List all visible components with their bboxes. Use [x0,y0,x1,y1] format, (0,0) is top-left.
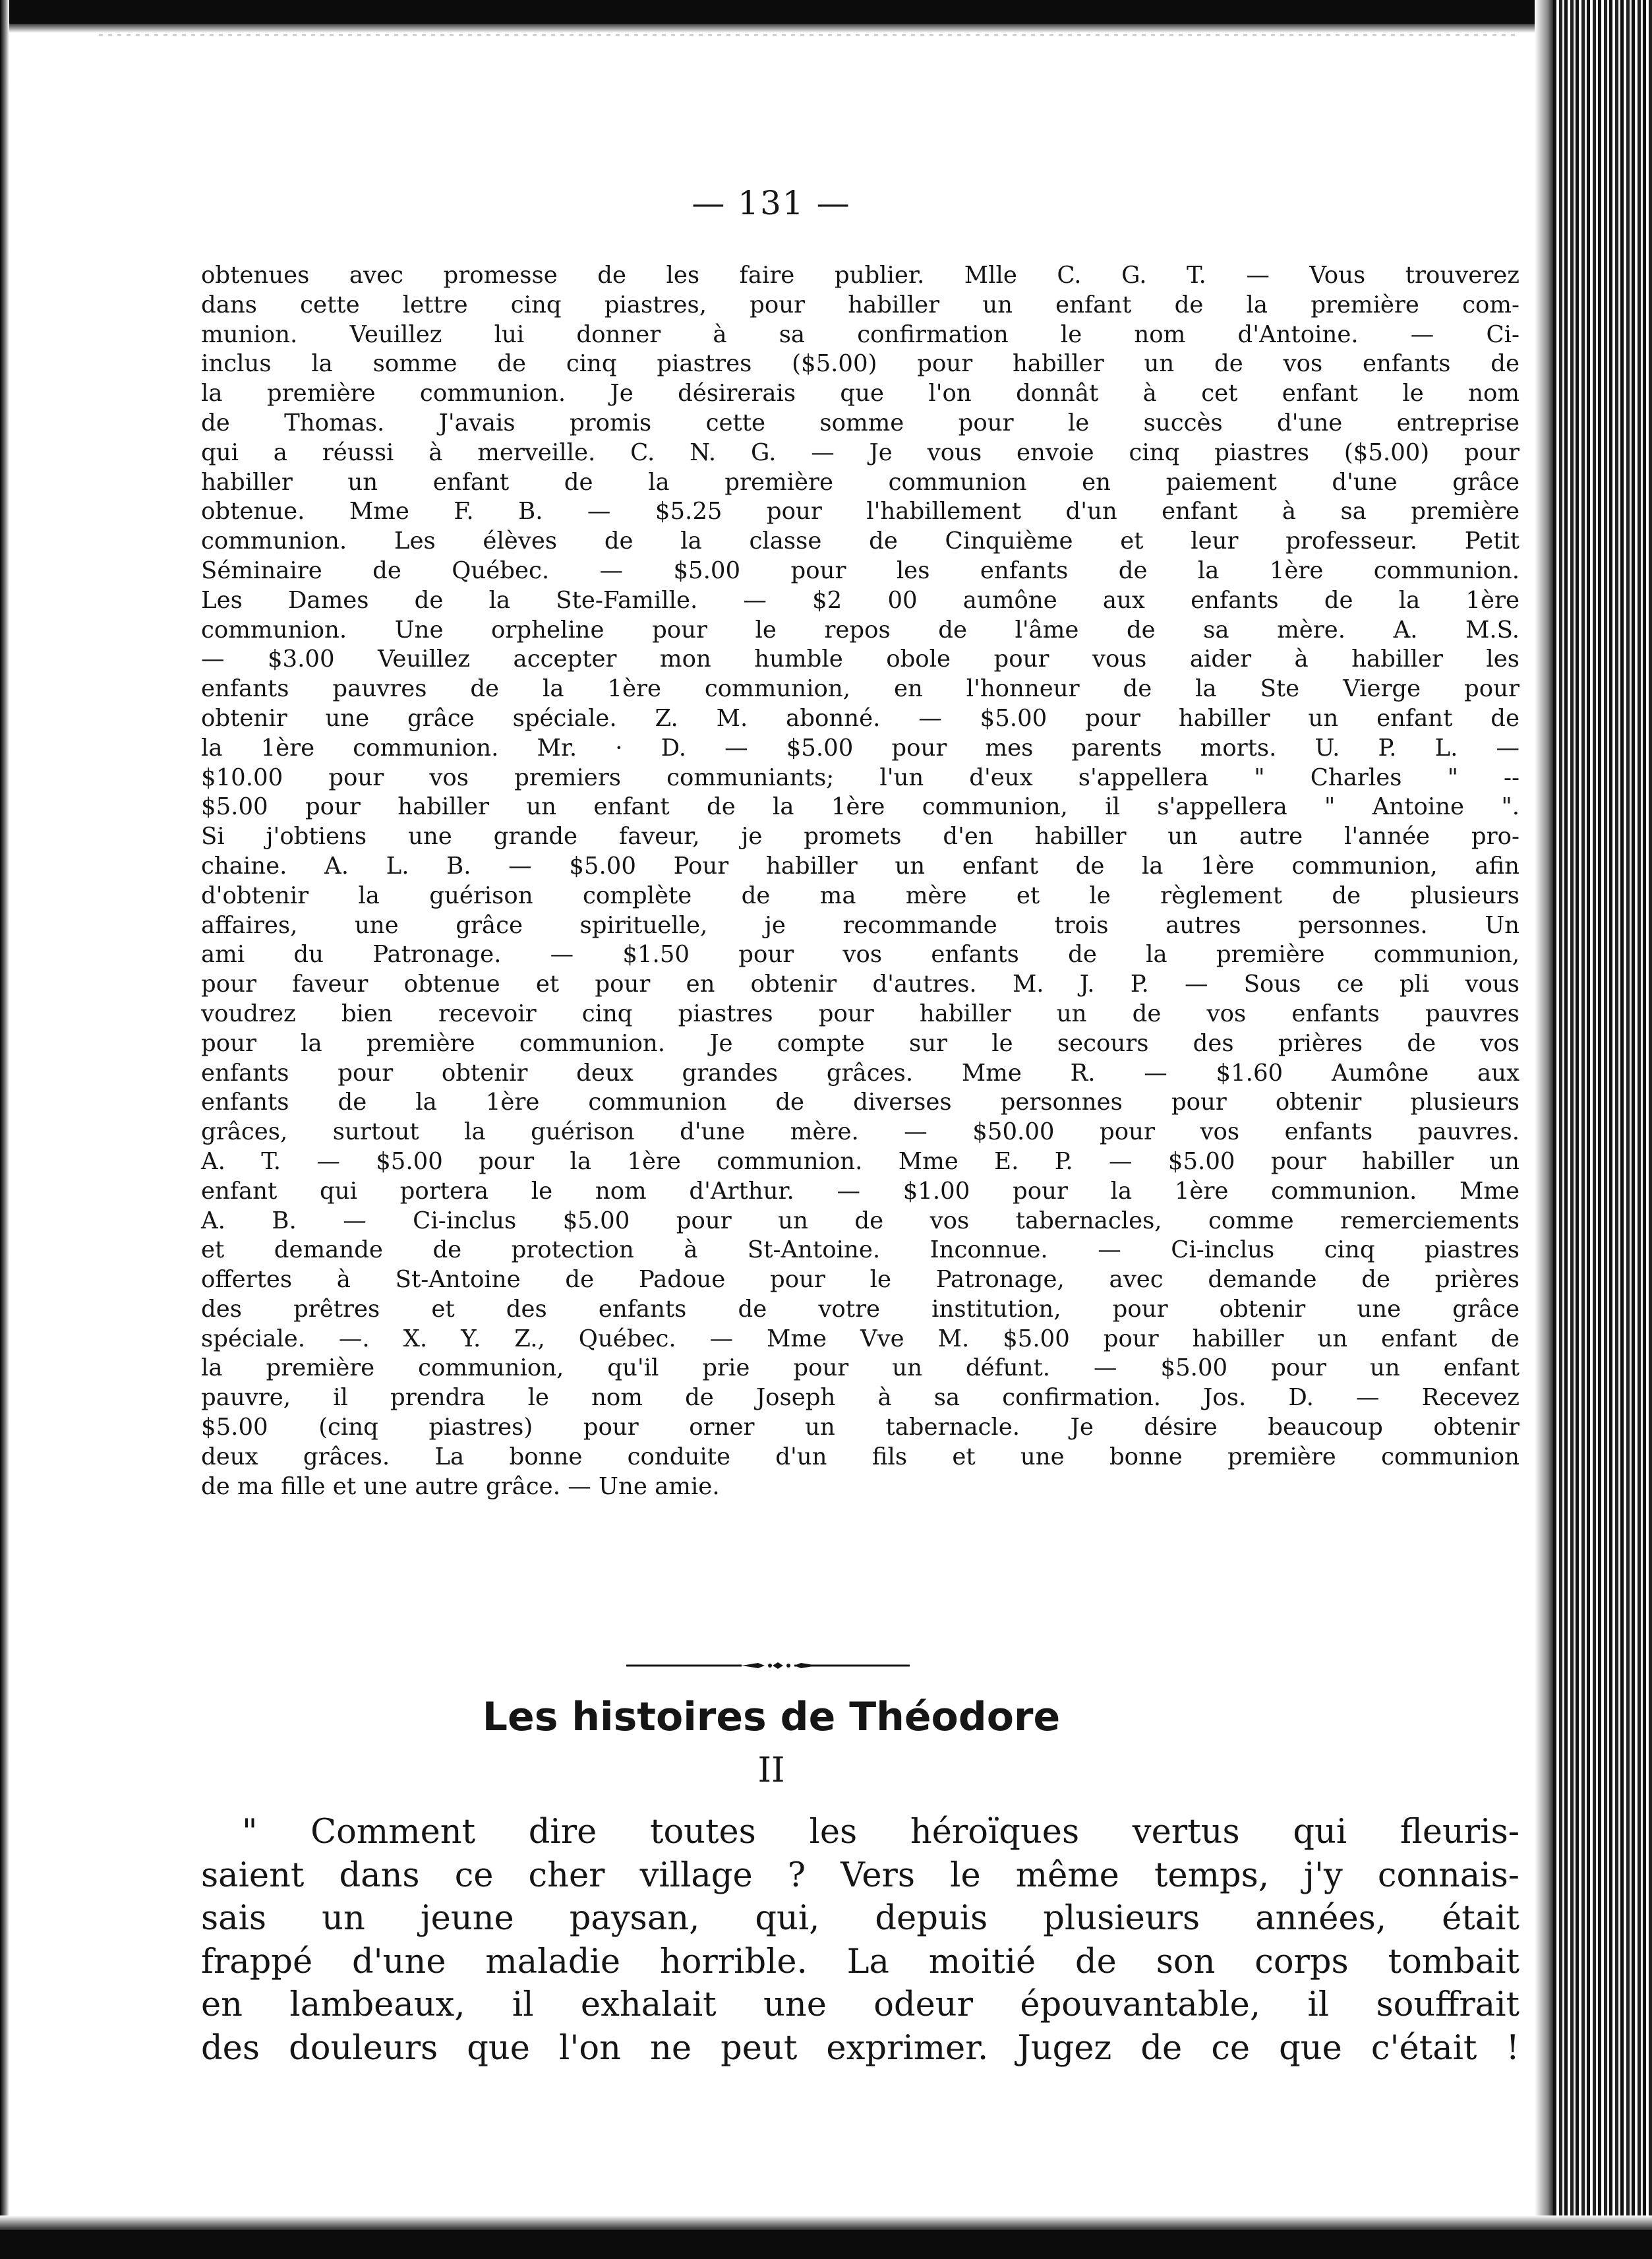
section-divider-ornament [626,1661,910,1670]
donations-paragraph [201,261,1519,1501]
donations-line: obtenue. Mme F. B. — $5.25 pour l'habillement d'un enfant à sa première [201,498,1519,526]
section-title: Les histoires de Théodore [482,1694,1061,1740]
donations-line: $10.00 pour vos premiers communiants; l'un d'eux s'appellera " Charles " -- [201,764,1519,791]
story-line: saient dans ce cher village ? Vers le même temps, j'y connais- [201,1855,1519,1895]
story-paragraph [201,1811,1519,2070]
donations-line: affaires, une grâce spirituelle, je recommande trois autres personnes. Un [201,911,1519,939]
donations-line: A. B. — Ci-inclus $5.00 pour un de vos tabernacles, comme remerciements [201,1207,1519,1234]
donations-line: $5.00 pour habiller un enfant de la 1ère communion, il s'appellera " Antoine ". [201,793,1519,821]
scan-bottom-shadow [0,2215,1652,2230]
scan-right-shadow [1535,0,1553,2259]
story-line: frappé d'une maladie horrible. La moitié de son corps tombait [201,1942,1519,1981]
donations-line: grâces, surtout la guérison d'une mère. — $50.00 pour vos enfants pauvres. [201,1118,1519,1146]
scan-top-edge [0,0,1652,24]
donations-line: — $3.00 Veuillez accepter mon humble obole pour vous aider à habiller les [201,646,1519,673]
donations-line: enfants pour obtenir deux grandes grâces. Mme R. — $1.60 Aumône aux [201,1059,1519,1087]
story-line: " Comment dire toutes les héroïques vertus qui fleuris- [242,1813,1519,1852]
scan-left-edge [0,0,9,2259]
donations-line: la première communion. Je désirerais que l'on donnât à cet enfant le nom [201,380,1519,407]
story-line: des douleurs que l'on ne peut exprimer. Jugez de ce que c'était ! [201,2028,1519,2068]
donations-line: pour la première communion. Je compte sur le secours des prières de vos [201,1029,1519,1057]
story-line: en lambeaux, il exhalait une odeur épouvantable, il souffrait [201,1985,1519,2024]
donations-line: A. T. — $5.00 pour la 1ère communion. Mme E. P. — $5.00 pour habiller un [201,1147,1519,1175]
donations-line: chaine. A. L. B. — $5.00 Pour habiller un enfant de la 1ère communion, afin [201,852,1519,880]
donations-line: $5.00 (cinq piastres) pour orner un tabernacle. Je désire beaucoup obtenir [201,1414,1519,1441]
scan-margin-line [99,34,1516,36]
donations-line: offertes à St-Antoine de Padoue pour le Patronage, avec demande de prières [201,1266,1519,1294]
scan-top-shadow [0,24,1652,33]
donations-line: enfants pauvres de la 1ère communion, en l'honneur de la Ste Vierge pour [201,675,1519,703]
donations-line: d'obtenir la guérison complète de ma mère et le règlement de plusieurs [201,882,1519,909]
donations-line: obtenir une grâce spéciale. Z. M. abonné. — $5.00 pour habiller un enfant de [201,704,1519,732]
donations-line: des prêtres et des enfants de votre institution, pour obtenir une grâce [201,1295,1519,1323]
scan-bottom-edge [0,2230,1652,2259]
donations-line: ami du Patronage. — $1.50 pour vos enfants de la première communion, [201,941,1519,969]
page-number: — 131 — [692,184,851,222]
donations-line: la première communion, qu'il prie pour un défunt. — $5.00 pour un enfant [201,1354,1519,1382]
donations-line: Les Dames de la Ste-Famille. — $2 00 aumône aux enfants de la 1ère [201,586,1519,614]
donations-line: enfants de la 1ère communion de diverses personnes pour obtenir plusieurs [201,1089,1519,1116]
donations-line: Séminaire de Québec. — $5.00 pour les enfants de la 1ère communion. [201,557,1519,584]
donations-line: la 1ère communion. Mr. · D. — $5.00 pour mes parents morts. U. P. L. — [201,734,1519,762]
donations-line: deux grâces. La bonne conduite d'un fils et une bonne première communion [201,1443,1519,1470]
donations-line: communion. Une orpheline pour le repos de l'âme de sa mère. A. M.S. [201,616,1519,644]
donations-line: habiller un enfant de la première communion en paiement d'une grâce [201,468,1519,496]
donations-line: qui a réussi à merveille. C. N. G. — Je vous envoie cinq piastres ($5.00) pour [201,438,1519,466]
scan-right-edge [1553,0,1652,2259]
donations-line: dans cette lettre cinq piastres, pour habiller un enfant de la première com- [201,291,1519,318]
donations-line: enfant qui portera le nom d'Arthur. — $1.00 pour la 1ère communion. Mme [201,1177,1519,1205]
donations-line: spéciale. —. X. Y. Z., Québec. — Mme Vve M. $5.00 pour habiller un enfant de [201,1325,1519,1352]
donations-line: obtenues avec promesse de les faire publier. Mlle C. G. T. — Vous trouverez [201,262,1519,289]
donations-line: de ma fille et une autre grâce. — Une amie. [201,1472,720,1500]
story-line: sais un jeune paysan, qui, depuis plusieurs années, était [201,1899,1519,1938]
donations-line: pour faveur obtenue et pour en obtenir d'autres. M. J. P. — Sous ce pli vous [201,971,1519,998]
donations-line: munion. Veuillez lui donner à sa confirmation le nom d'Antoine. — Ci- [201,320,1519,348]
donations-line: Si j'obtiens une grande faveur, je promets d'en habiller un autre l'année pro- [201,823,1519,851]
section-number: II [757,1751,785,1790]
donations-line: inclus la somme de cinq piastres ($5.00) pour habiller un de vos enfants de [201,350,1519,378]
donations-line: communion. Les élèves de la classe de Cinquième et leur professeur. Petit [201,527,1519,555]
donations-line: voudrez bien recevoir cinq piastres pour habiller un de vos enfants pauvres [201,1000,1519,1027]
donations-line: et demande de protection à St-Antoine. Inconnue. — Ci-inclus cinq piastres [201,1236,1519,1264]
donations-line: de Thomas. J'avais promis cette somme pour le succès d'une entreprise [201,409,1519,437]
donations-line: pauvre, il prendra le nom de Joseph à sa confirmation. Jos. D. — Recevez [201,1384,1519,1412]
